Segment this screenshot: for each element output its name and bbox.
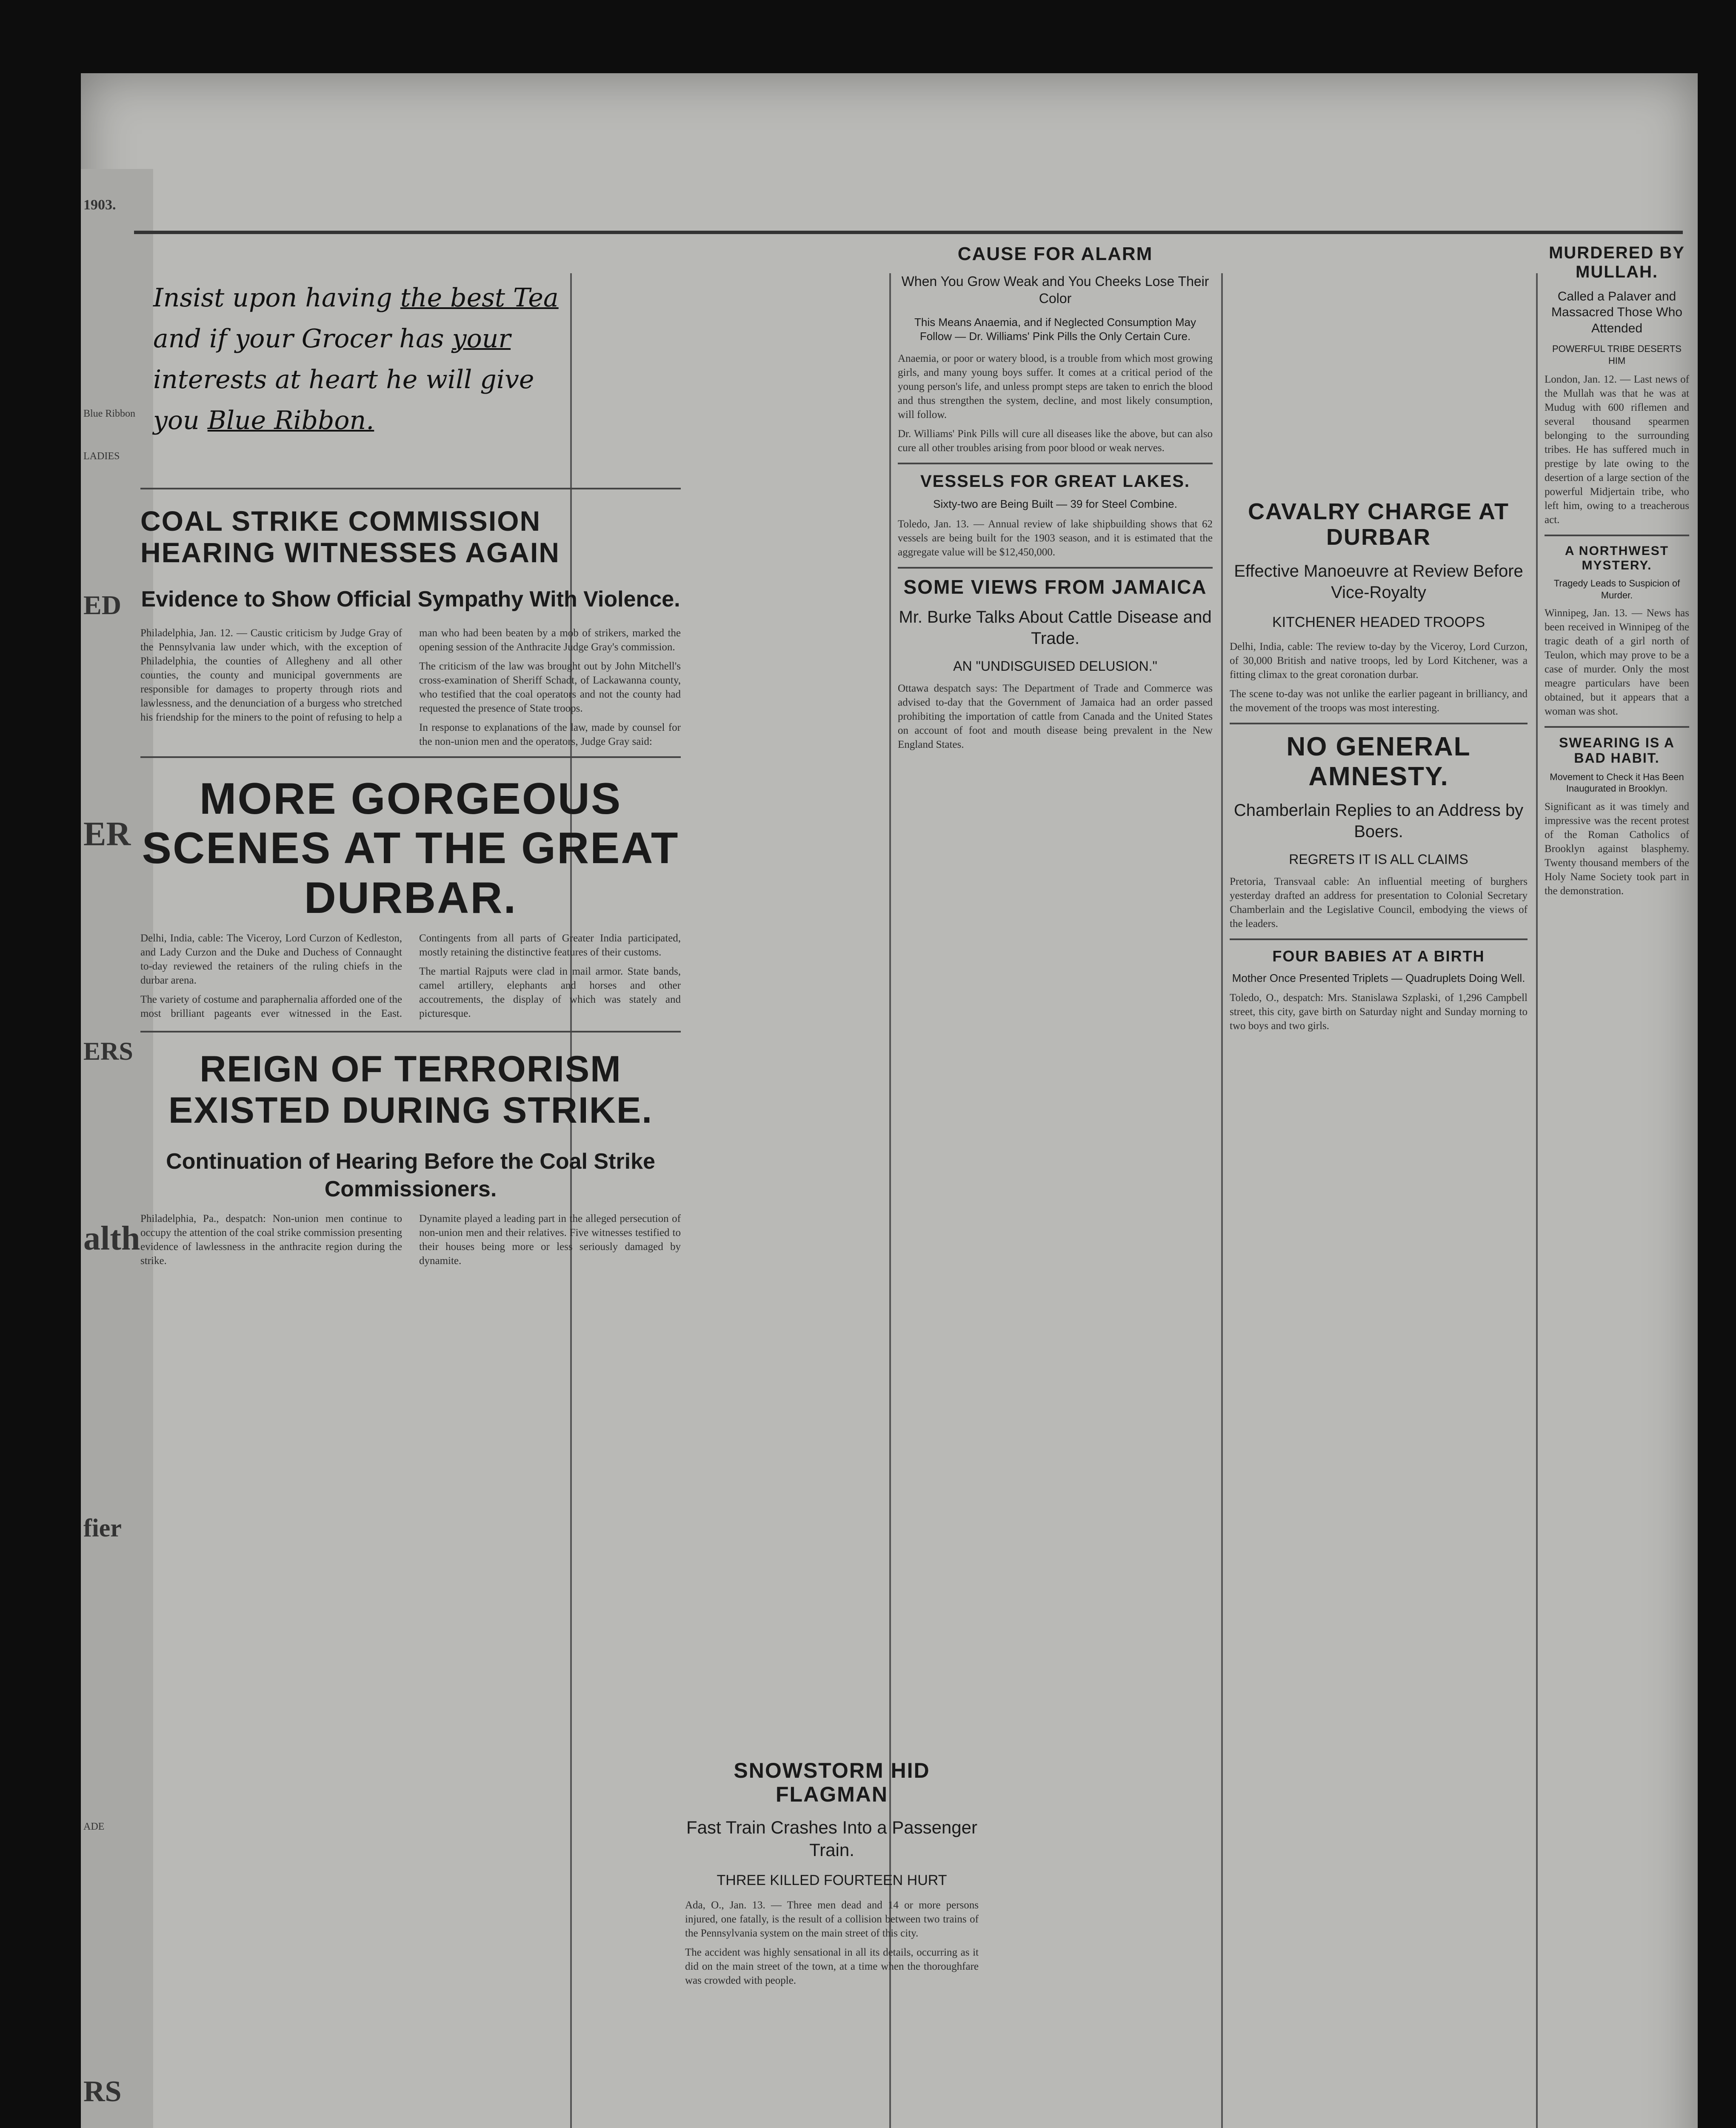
strip-fragment: Blue Ribbon bbox=[83, 408, 136, 419]
body-paragraph: The scene to-day was not unlike the earlier pageant in brilliancy, and the movement of the troops was most interesting. bbox=[1230, 688, 1528, 714]
ad-text: you bbox=[153, 406, 200, 435]
deck: Called a Palaver and Massacred Those Who Attended bbox=[1551, 289, 1682, 335]
deck: Evidence to Show Official Sympathy With Violence. bbox=[141, 586, 680, 612]
amnesty-article bbox=[1230, 732, 1528, 931]
headline: A NORTHWEST MYSTERY. bbox=[1565, 544, 1669, 572]
headline: COAL STRIKE COMMISSION HEARING WITNESSES AGAIN bbox=[140, 505, 560, 568]
divider bbox=[1230, 938, 1528, 940]
ad-brand: Blue Ribbon. bbox=[207, 406, 374, 435]
body-paragraph: Pretoria, Transvaal cable: An influential meeting of burghers yesterday drafted an address for presentation to Colonial Secretary Chamberlain and the Legislative Council, embodying the views of the leaders. bbox=[1230, 876, 1528, 930]
headline: NO GENERAL AMNESTY. bbox=[1286, 732, 1471, 791]
strip-fragment: LADIES bbox=[83, 451, 120, 462]
mullah-article bbox=[1545, 243, 1689, 527]
strip-fragment: 1903. bbox=[83, 199, 116, 212]
subdeck: KITCHENER HEADED TROOPS bbox=[1272, 614, 1485, 630]
deck: When You Grow Weak and You Cheeks Lose Their Color bbox=[901, 274, 1209, 306]
terror-article bbox=[140, 1040, 681, 1273]
deck: Sixty-two are Being Built — 39 for Steel Combine. bbox=[933, 498, 1177, 511]
deck: Chamberlain Replies to an Address by Boers. bbox=[1233, 801, 1524, 841]
body-paragraph: The martial Rajputs were clad in mail armor. State bands, camel artillery, elephants and horses and other accoutrements, the display of which was stately and picturesque. bbox=[419, 966, 681, 1020]
headline: SNOWSTORM HID FLAGMAN bbox=[734, 1759, 930, 1806]
body-paragraph: Significant as it was timely and impressive was the recent protest of the Roman Catholics of Brooklyn against blasphemy. Twenty thousand members of the Holy Name Society took part in the demonstration. bbox=[1545, 801, 1689, 897]
deck: Tragedy Leads to Suspicion of Murder. bbox=[1553, 578, 1680, 601]
divider bbox=[1545, 726, 1689, 728]
divider bbox=[898, 463, 1213, 464]
ad-text: Insist upon having bbox=[153, 283, 392, 313]
body-paragraph: Dynamite played a leading part in the alleged persecution of non-union men and their relatives. Five witnesses testified to their houses being more or less seriously damaged by dynamite. bbox=[419, 1213, 681, 1267]
divider bbox=[140, 488, 681, 489]
ad-text: and if your Grocer has bbox=[153, 324, 444, 354]
strip-fragment: alth bbox=[83, 1220, 140, 1257]
divider bbox=[898, 567, 1213, 569]
subdeck: AN "UNDISGUISED DELUSION." bbox=[953, 658, 1157, 674]
strip-fragment: ER bbox=[83, 816, 131, 852]
northwest-article bbox=[1545, 544, 1689, 718]
body-paragraph: Delhi, India, cable: The Viceroy, Lord Curzon of Kedleston, and Lady Curzon and the Duke and Duchess of Connaught to-day reviewed the retainers of the ruling chiefs in the durbar arena. bbox=[140, 932, 402, 987]
deck: Effective Manoeuvre at Review Before Vice-Royalty bbox=[1234, 561, 1523, 602]
column-rule bbox=[1536, 273, 1538, 2128]
tea-advertisement bbox=[140, 243, 681, 441]
body-paragraph: Winnipeg, Jan. 13. — News has been received in Winnipeg of the tragic death of a girl north of Teulon, which may prove to be a case of murder. Only the most meagre particulars have been obtained, but it appears that a woman was shot. bbox=[1545, 607, 1689, 718]
subdeck: REGRETS IT IS ALL CLAIMS bbox=[1289, 852, 1468, 867]
body-paragraph: The accident was highly sensational in all its details, occurring as it did on the main street of the town, at a time when the thoroughfare was crowded with people. bbox=[685, 1946, 979, 1986]
body-paragraph: London, Jan. 12. — Last news of the Mullah was that he was at Mudug with 600 riflemen and several thousand spearmen belonging to the surrounding tribes. He has suffered much in prestige by late owing to the desertion of a large section of the powerful Midjertain tribe, who left him, owing to a treacherous act. bbox=[1545, 374, 1689, 526]
subdeck: THREE KILLED FOURTEEN HURT bbox=[717, 1872, 947, 1888]
column-4 bbox=[1230, 243, 1528, 2128]
alarm-article bbox=[898, 243, 1213, 455]
body-paragraph: Ottawa despatch says: The Department of Trade and Commerce was advised to-day that the Government of Jamaica had an order passed prohibiting the importation of cattle from Canada and the United States on account of foot and mouth disease being prevalent in the New England States. bbox=[898, 683, 1213, 751]
divider bbox=[140, 756, 681, 758]
babies-article bbox=[1230, 948, 1528, 1033]
header-rule bbox=[134, 231, 1683, 234]
cavalry-article bbox=[1230, 499, 1528, 715]
body-paragraph: Anaemia, or poor or watery blood, is a trouble from which most growing girls, and many young boys suffer. It comes at a critical period of the young person's life, and unless prompt steps are taken to enrich the blood and thus strengthen the system, decline, and most likely consumption, will follow. bbox=[898, 353, 1213, 421]
column-rule bbox=[1221, 273, 1223, 2128]
body-paragraph: Toledo, O., despatch: Mrs. Stanislawa Szplaski, of 1,296 Campbell street, this city, gave birth on Saturday night and Sunday morning to two boys and two girls. bbox=[1230, 992, 1528, 1032]
newspaper-page bbox=[81, 73, 1698, 2128]
headline: CAUSE FOR ALARM bbox=[957, 243, 1153, 264]
divider bbox=[1230, 723, 1528, 724]
deck: Mr. Burke Talks About Cattle Disease and Trade. bbox=[899, 608, 1212, 648]
headline: CAVALRY CHARGE AT DURBAR bbox=[1248, 499, 1509, 550]
headline: SWEARING IS A BAD HABIT. bbox=[1559, 735, 1675, 766]
headline: MURDERED BY MULLAH. bbox=[1549, 243, 1685, 281]
lakes-article bbox=[898, 472, 1213, 559]
column-3 bbox=[898, 243, 1213, 2128]
subdeck: This Means Anaemia, and if Neglected Consumption May Follow — Dr. Williams' Pink Pills the Only Certain Cure. bbox=[914, 316, 1196, 343]
subdeck: POWERFUL TRIBE DESERTS HIM bbox=[1552, 343, 1682, 366]
divider bbox=[1545, 535, 1689, 536]
jamaica-article bbox=[898, 576, 1213, 752]
body-paragraph: Philadelphia, Pa., despatch: Non-union men continue to occupy the attention of the coal strike commission presenting evidence of lawlessness in the anthracite region during the strike. bbox=[140, 1213, 402, 1267]
divider bbox=[140, 1031, 681, 1033]
body-paragraph: Delhi, India, cable: The review to-day by the Viceroy, Lord Curzon, of 30,000 British and native troops, led by Lord Kitchener, was a fitting climax to the great coronation durbar. bbox=[1230, 641, 1528, 681]
body-paragraph: Philadelphia, Jan. 12. — Caustic criticism by Judge Gray of the Pennsylvania law under which, with the exception of Philadelphia, the counties of Allegheny and all other counties, the county and municipal governments are responsible for damages to property through riots and lawlessness, and the denunciation of a burgess who stretched his friendship for the miners to the point of refusing to help a man who had been beaten by a mob of strikers, marked the opening session of the Anthracite Judge Gray's commission. bbox=[140, 627, 681, 723]
swearing-article bbox=[1545, 735, 1689, 898]
strip-fragment: ED bbox=[83, 590, 121, 620]
strip-fragment: ERS bbox=[83, 1037, 133, 1065]
column-5 bbox=[1545, 243, 1689, 2128]
deck: Movement to Check it Has Been Inaugurated in Brooklyn. bbox=[1550, 771, 1684, 794]
body-paragraph: Dr. Williams' Pink Pills will cure all diseases like the above, but can also cure all other troubles arising from poor blood or weak nerves. bbox=[898, 428, 1213, 454]
body-paragraph: The criticism of the law was brought out by John Mitchell's cross-examination of Sheriff Schadt, of Lackawanna county, who testified that the coal operators and not the county had requested the presence of State troops. bbox=[419, 660, 681, 714]
body-paragraph: The variety of costume and paraphernalia afforded one of the most brilliant pageants ever witnessed in the East. Contingents from all parts of Greater India participated, mostly retaining the distinctive features of their customs. bbox=[140, 932, 681, 1020]
headline: MORE GORGEOUS SCENES AT THE GREAT DURBAR. bbox=[142, 774, 680, 923]
column-1 bbox=[140, 243, 681, 2128]
deck: Mother Once Presented Triplets — Quadruplets Doing Well. bbox=[1232, 971, 1525, 984]
headline: SOME VIEWS FROM JAMAICA bbox=[903, 575, 1207, 598]
strip-fragment: fier bbox=[83, 1514, 122, 1542]
durbar-article bbox=[140, 766, 681, 1023]
strip-fragment: ADE bbox=[83, 1821, 105, 1832]
headline: REIGN OF TERRORISM EXISTED DURING STRIKE. bbox=[168, 1049, 653, 1131]
deck: Fast Train Crashes Into a Passenger Train. bbox=[686, 1817, 977, 1860]
headline: FOUR BABIES AT A BIRTH bbox=[1272, 947, 1485, 965]
body-paragraph: Toledo, Jan. 13. — Annual review of lake shipbuilding shows that 62 vessels are being built for the 1903 season, and it is estimated that the aggregate value will be $12,450,000. bbox=[898, 518, 1213, 558]
ad-text: interests at heart he will give bbox=[153, 365, 534, 395]
body-paragraph: Ada, O., Jan. 13. — Three men dead and 14 or more persons injured, one fatally, is the result of a collision between two trains of the Pennsylvania system on the main street of this city. bbox=[685, 1899, 979, 1939]
ad-text: the best Tea bbox=[400, 283, 559, 313]
strip-fragment: RS bbox=[83, 2076, 122, 2108]
ad-text: your bbox=[452, 324, 511, 354]
body-paragraph: In response to explanations of the law, made by counsel for the non-union men and the operators, Judge Gray said: bbox=[419, 721, 681, 747]
deck: Continuation of Hearing Before the Coal Strike Commissioners. bbox=[166, 1149, 655, 1201]
coal-article bbox=[140, 497, 681, 749]
headline: VESSELS FOR GREAT LAKES. bbox=[920, 472, 1190, 491]
